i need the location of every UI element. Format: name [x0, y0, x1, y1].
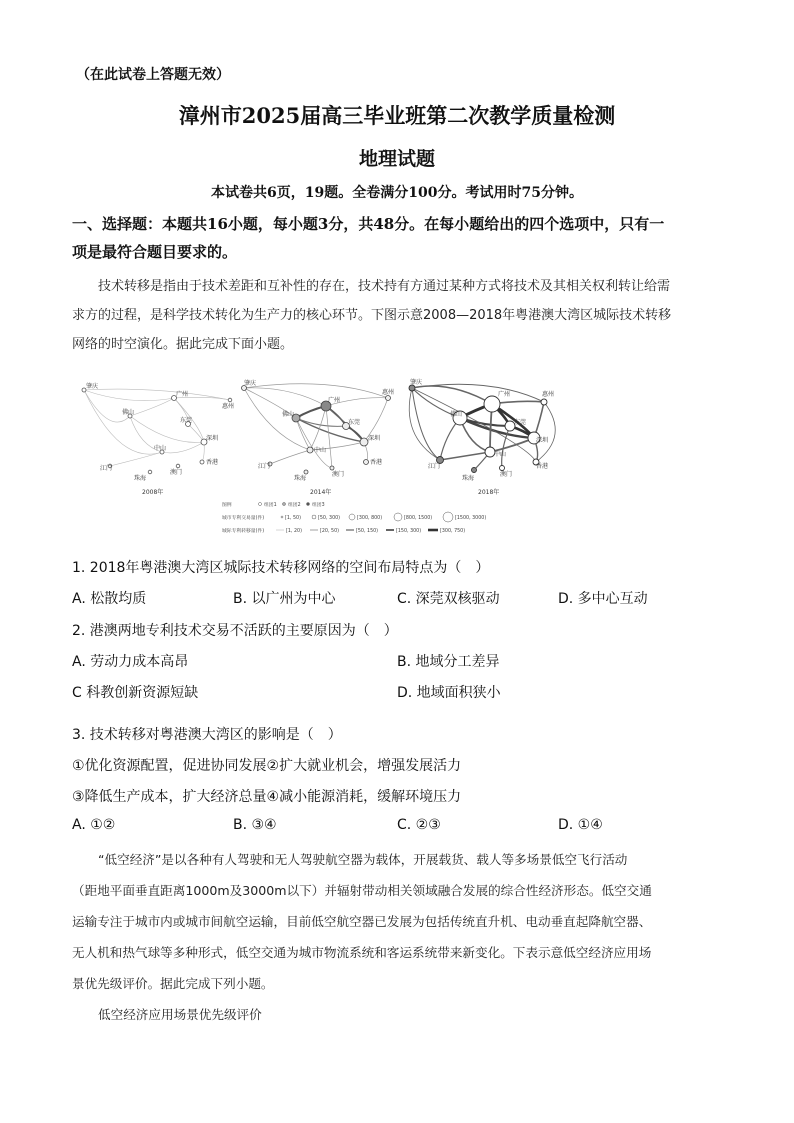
node: [472, 468, 477, 473]
legend-group: 组团1: [264, 503, 277, 508]
passage-line: 求方的过程，是科学技术转化为生产力的核心环节。下图示意2008—2018年粤港澳大湾区城际技术转移: [72, 308, 672, 323]
passage-line: 技术转移是指由于技术差距和互补性的存在，技术持有方通过某种方式将技术及其相关权利转让给需: [98, 279, 671, 294]
section-heading-line1: 一、选择题：本题共16小题，每小题3分，共48分。在每小题给出的四个选项中，只有一: [72, 215, 665, 233]
panel-2018: [409, 384, 555, 470]
edge: [84, 389, 230, 400]
legend-edge-size: [50, 150): [356, 529, 379, 534]
edge: [326, 406, 332, 468]
node: [200, 460, 204, 464]
year-label: 2008年: [142, 489, 164, 496]
q2-option-a[interactable]: A. 劳动力成本高昂: [72, 654, 189, 670]
city-label: 深圳: [368, 435, 381, 442]
city-label: 江门: [428, 463, 441, 470]
city-label: 广州: [328, 397, 341, 404]
legend-edge-size: [300, 750): [440, 529, 466, 534]
city-label: 澳门: [170, 469, 183, 476]
question-1-stem: 1. 2018年粤港澳大湾区城际技术转移网络的空间布局特点为（ ）: [72, 560, 490, 576]
legend-group-marker: [259, 503, 262, 506]
city-label: 深圳: [536, 437, 549, 444]
year-label: 2018年: [478, 489, 500, 496]
q3-option-a[interactable]: A. ①②: [72, 817, 116, 833]
legend-node-marker: [349, 514, 355, 520]
edge: [84, 390, 130, 422]
year-label: 2014年: [310, 489, 332, 496]
q1-option-b[interactable]: B. 以广州为中心: [233, 591, 336, 607]
legend-node-size: [1500, 3000): [455, 516, 487, 521]
city-label: 惠州: [222, 403, 235, 410]
q1-option-d[interactable]: D. 多中心互动: [558, 591, 648, 607]
node: [176, 464, 180, 468]
node: [330, 466, 334, 470]
city-label: 佛山: [122, 409, 135, 416]
q2-option-b[interactable]: B. 地域分工差异: [397, 654, 500, 670]
q1-option-c[interactable]: C. 深莞双核驱动: [397, 591, 500, 607]
edge: [270, 450, 310, 464]
legend-node-marker: [312, 515, 316, 519]
panel-2014: [244, 384, 388, 468]
legend-title: 图例: [222, 503, 232, 508]
legend-node-marker: [394, 513, 402, 521]
city-label: 澳门: [500, 471, 513, 478]
node: [304, 470, 308, 474]
city-label: 中山: [494, 451, 507, 458]
edge: [244, 388, 326, 406]
node: [364, 460, 369, 465]
legend-node-size: [1, 50): [285, 516, 301, 521]
legend-edge-size: [150, 300): [396, 529, 422, 534]
edge: [536, 402, 555, 462]
passage-line: 景优先级评价。据此完成下列小题。: [72, 976, 274, 991]
city-label: 广州: [498, 391, 511, 398]
invalid-answer-notice: （在此试卷上答题无效）: [76, 67, 230, 83]
city-label: 东莞: [514, 419, 527, 426]
q3-option-b[interactable]: B. ③④: [233, 817, 277, 833]
node: [148, 470, 152, 474]
edge: [412, 384, 544, 402]
city-label: 惠州: [382, 389, 395, 396]
edge: [110, 452, 162, 466]
legend-group-marker: [307, 503, 310, 506]
legend-node-size: [800, 1500): [404, 516, 433, 521]
passage-line: 无人机和热气球等多种形式，低空交通为城市物流系统和客运系统带来新变化。下表示意低空经济应用场: [72, 945, 652, 960]
city-label: 东莞: [180, 417, 193, 424]
city-label: 广州: [176, 391, 189, 398]
city-label: 深圳: [206, 435, 219, 442]
city-label: 惠州: [542, 391, 555, 398]
legend-edge-size: [20, 50): [320, 529, 340, 534]
edge: [490, 438, 534, 452]
city-label: 澳门: [332, 471, 345, 478]
city-label: 佛山: [282, 411, 295, 418]
node: [307, 447, 313, 453]
edge: [412, 386, 492, 404]
question-2-stem: 2. 港澳两地专利技术交易不活跃的主要原因为（ ）: [72, 623, 398, 639]
city-label: 珠海: [294, 475, 307, 482]
legend-group: 组团2: [288, 503, 301, 508]
edge: [162, 442, 204, 453]
q2-option-d[interactable]: D. 地域面积狭小: [397, 685, 501, 701]
city-label: 珠海: [462, 475, 475, 482]
city-label: 佛山: [450, 411, 463, 418]
city-label: 江门: [258, 463, 271, 470]
subject-title: 地理试题: [358, 148, 435, 170]
passage-line: 运输专注于城市内或城市间航空运输，目前低空航空器已发展为包括传统直升机、电动垂直起降航空器、: [72, 914, 652, 929]
passage-line: “低空经济”是以各种有人驾驶和无人驾驶航空器为载体，开展载货、载人等多场景低空飞行活动: [98, 852, 628, 867]
edge: [188, 424, 204, 442]
figure-legend: [222, 501, 486, 534]
city-label: 肇庆: [86, 383, 99, 390]
q3-statement-line2: ③降低生产成本，扩大经济总量④减小能源消耗，缓解环境压力: [72, 789, 462, 805]
legend-node-marker: [443, 512, 453, 522]
passage-low-altitude-economy: [72, 844, 722, 1030]
q3-option-d[interactable]: D. ①④: [558, 817, 603, 833]
city-label: 珠海: [134, 475, 147, 482]
legend-node-title: 城市专利交易量(件): [222, 516, 265, 521]
tech-transfer-network-figure: [70, 376, 730, 536]
city-label: 香港: [536, 463, 549, 470]
q2-option-c[interactable]: C 科教创新资源短缺: [72, 685, 199, 701]
q3-statement-line1: ①优化资源配置，促进协同发展②扩大就业机会，增强发展活力: [72, 758, 462, 774]
city-label: 肇庆: [410, 379, 423, 386]
section-heading: [72, 210, 722, 266]
question-3-stem: 3. 技术转移对粤港澳大湾区的影响是（ ）: [72, 727, 342, 743]
city-label: 中山: [154, 445, 167, 452]
passage-tech-transfer: [72, 272, 722, 359]
node: [500, 466, 505, 471]
legend-node-marker: [281, 516, 283, 518]
legend-node-size: [300, 800): [357, 516, 383, 521]
table-caption: 低空经济应用场景优先级评价: [98, 1007, 262, 1022]
node: [484, 396, 500, 412]
city-label: 香港: [206, 459, 219, 466]
edge: [84, 390, 162, 454]
legend-group-marker: [283, 503, 286, 506]
legend-edge-title: 城际专利转移量(件): [222, 529, 265, 534]
q1-option-a[interactable]: A. 松散均质: [72, 591, 147, 607]
city-label: 东莞: [348, 419, 361, 426]
node: [541, 399, 547, 405]
node: [386, 396, 391, 401]
edge: [84, 390, 174, 401]
edge: [440, 452, 490, 460]
city-label: 中山: [314, 447, 327, 454]
legend-group: 组团3: [312, 503, 325, 508]
exam-info: 本试卷共6页，19题。全卷满分100分。考试用时75分钟。: [211, 185, 583, 201]
legend-node-size: [50, 300): [318, 516, 341, 521]
passage-line: （距地平面垂直距离1000m及3000m以下）并辐射带动相关领域融合发展的综合性经济形态。低空交通: [72, 883, 652, 898]
q3-option-c[interactable]: C. ②③: [397, 817, 441, 833]
city-label: 江门: [100, 465, 113, 472]
city-label: 肇庆: [244, 380, 257, 387]
section-heading-line2: 项是最符合题目要求的。: [72, 243, 238, 261]
node: [360, 438, 368, 446]
city-label: 香港: [370, 459, 383, 466]
node: [228, 398, 232, 402]
panel-2008: [84, 389, 230, 466]
exam-title: 漳州市2025届高三毕业班第二次教学质量检测: [178, 103, 616, 128]
legend-edge-size: [1, 20): [286, 529, 302, 534]
passage-line: 网络的时空演化。据此完成下面小题。: [72, 337, 294, 352]
edge: [244, 384, 388, 398]
